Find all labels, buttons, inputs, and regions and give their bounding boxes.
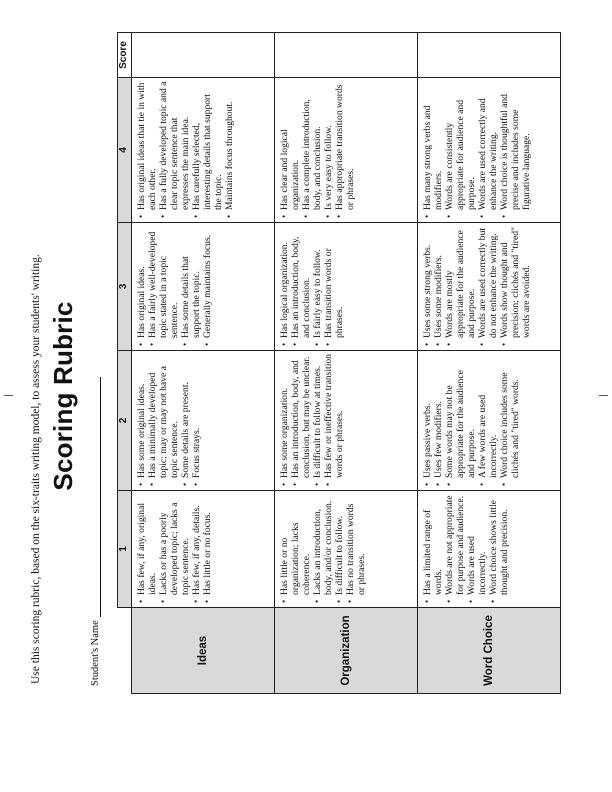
descriptor-item: • Has appropriate transition words or phrases. [334, 81, 356, 210]
descriptor-item: • Has some details that support the topic. [180, 226, 202, 338]
descriptor-item: • Word choice is thoughtful and precise and includes some figurative language. [499, 81, 532, 210]
descriptor-item: • Has logical organization. [279, 226, 290, 338]
descriptor-item: • Words are used correctly and enhance the writing. [477, 81, 499, 210]
column-header: 4 [118, 78, 132, 223]
descriptor-item: • Has original ideas. [136, 226, 147, 338]
table-row [132, 33, 275, 694]
rubric-cell [132, 491, 275, 608]
descriptor-item: • Generally maintains focus. [202, 226, 213, 338]
rubric-cell [418, 491, 561, 608]
descriptor-list [275, 223, 347, 350]
descriptor-item: • Has few or ineffective transition words or phrases. [323, 354, 345, 478]
descriptor-item: • Words are used incorrectly. [466, 494, 488, 595]
descriptor-item: • Is fairly easy to follow. [312, 226, 323, 338]
score-cell[interactable] [418, 33, 561, 78]
descriptor-item: • Is difficult to follow. [334, 494, 345, 595]
descriptor-list [132, 491, 215, 607]
descriptor-item: • Words are mostly appropriate for the audience and purpose. [444, 226, 477, 338]
descriptor-list [418, 223, 534, 350]
score-cell[interactable] [275, 33, 418, 78]
descriptor-item: • Has a fairly well-developed topic stated in a topic sentence. [147, 226, 180, 338]
descriptor-list [132, 351, 204, 490]
student-name-label: Student's Name [90, 620, 101, 686]
descriptor-item: • Words are not appropriate for purpose and audience. [444, 494, 466, 595]
descriptor-list [132, 78, 237, 222]
descriptor-item: • Has few, if any, original ideas. [136, 494, 158, 595]
page-title: Scoring Rubric [48, 301, 78, 491]
table-header-row [118, 33, 132, 694]
descriptor-item: • Has little or no focus. [202, 494, 213, 595]
header-corner [118, 608, 132, 694]
table-row [275, 33, 418, 694]
descriptor-item: • Has an introduction, body, and conclusion, but may be unclear. [290, 354, 312, 478]
student-name-field [90, 377, 101, 686]
scoring-rubric-table [117, 32, 561, 694]
rubric-cell [418, 223, 561, 351]
table-row [418, 33, 561, 694]
descriptor-item: • Has transition words or phrases. [323, 226, 345, 338]
descriptor-item: • Lacks an introduction, body, and/or conclusion. [312, 494, 334, 595]
descriptor-list [418, 491, 512, 607]
descriptor-item: • Has original ideas that tie in with each other. [136, 81, 158, 210]
descriptor-list [275, 351, 347, 490]
descriptor-item: • Some details are present. [180, 354, 191, 478]
descriptor-item: • A few words are used incorrectly. [477, 354, 499, 478]
descriptor-item: • Has no transition words or phrases. [345, 494, 367, 595]
descriptor-item: • Word choice shows little thought and precision. [488, 494, 510, 595]
rubric-cell [275, 491, 418, 608]
descriptor-list [275, 491, 369, 607]
student-name-line [90, 377, 101, 617]
rubric-cell [132, 351, 275, 491]
descriptor-item: • Maintains focus throughout. [224, 81, 235, 210]
descriptor-item: • Lacks or has a poorly developed topic; lacks a topic sentence. [158, 494, 191, 595]
rubric-cell [275, 223, 418, 351]
descriptor-item: • Has some original ideas. [136, 354, 147, 478]
descriptor-item: • Has carefully selected, interesting details that support the topic. [191, 81, 224, 210]
descriptor-item: • Word choice includes some clichés and "tired" words. [499, 354, 521, 478]
rubric-cell [132, 223, 275, 351]
descriptor-item: • Uses few modifiers. [433, 354, 444, 478]
descriptor-item: • Uses some modifiers. [433, 226, 444, 338]
score-cell[interactable] [132, 33, 275, 78]
descriptor-item: • Some words may not be appropriate for the audience and purpose. [444, 354, 477, 478]
descriptor-item: • Has an introduction, body, and conclusion. [290, 226, 312, 338]
descriptor-item: • Has few, if any, details. [191, 494, 202, 595]
descriptor-list [275, 78, 358, 222]
column-header: 2 [118, 351, 132, 491]
descriptor-item: • Has a fully developed topic and a clear topic sentence that expresses the main idea. [158, 81, 191, 210]
column-header: 1 [118, 491, 132, 608]
descriptor-item: • Has some organization. [279, 354, 290, 478]
fold-mark-top [4, 395, 13, 396]
column-header: 3 [118, 223, 132, 351]
descriptor-item: • Words show thought and precision; clichés and "tired" words are avoided. [499, 226, 532, 338]
descriptor-item: • Has a limited range of words. [422, 494, 444, 595]
descriptor-item: • Words are used correctly but do not enhance the writing. [477, 226, 499, 338]
rubric-cell [275, 351, 418, 491]
descriptor-item: • Has clear and logical organization. [279, 81, 301, 210]
fold-mark-bottom [599, 395, 608, 396]
descriptor-item: • Has little or no organization; lacks coherence. [279, 494, 312, 595]
descriptor-item: • Has a minimally developed topic; may or may not have a topic sentence. [147, 354, 180, 478]
score-column-header: Score [118, 33, 132, 78]
rubric-cell [275, 78, 418, 223]
rubric-cell [418, 78, 561, 223]
criterion-label: Organization [275, 608, 418, 694]
rubric-cell [418, 351, 561, 491]
descriptor-item: • Uses some strong verbs. [422, 226, 433, 338]
descriptor-item: • Has many strong verbs and modifiers. [422, 81, 444, 210]
descriptor-item: • Is very easy to follow. [323, 81, 334, 210]
descriptor-item: • Is difficult to follow at times. [312, 354, 323, 478]
descriptor-item: • Has a complete introduction, body, and conclusion. [301, 81, 323, 210]
rubric-cell [132, 78, 275, 223]
descriptor-item: • Focus strays. [191, 354, 202, 478]
criterion-label: Word Choice [418, 608, 561, 694]
descriptor-item: • Uses passive verbs. [422, 354, 433, 478]
instruction-text: Use this scoring rubric, based on the six-traits writing model, to assess your students' writing. [30, 254, 42, 684]
criterion-label: Ideas [132, 608, 275, 694]
descriptor-item: • Words are consistently appropriate for audience and purpose. [444, 81, 477, 210]
descriptor-list [418, 351, 523, 490]
descriptor-list [418, 78, 534, 222]
descriptor-list [132, 223, 215, 350]
